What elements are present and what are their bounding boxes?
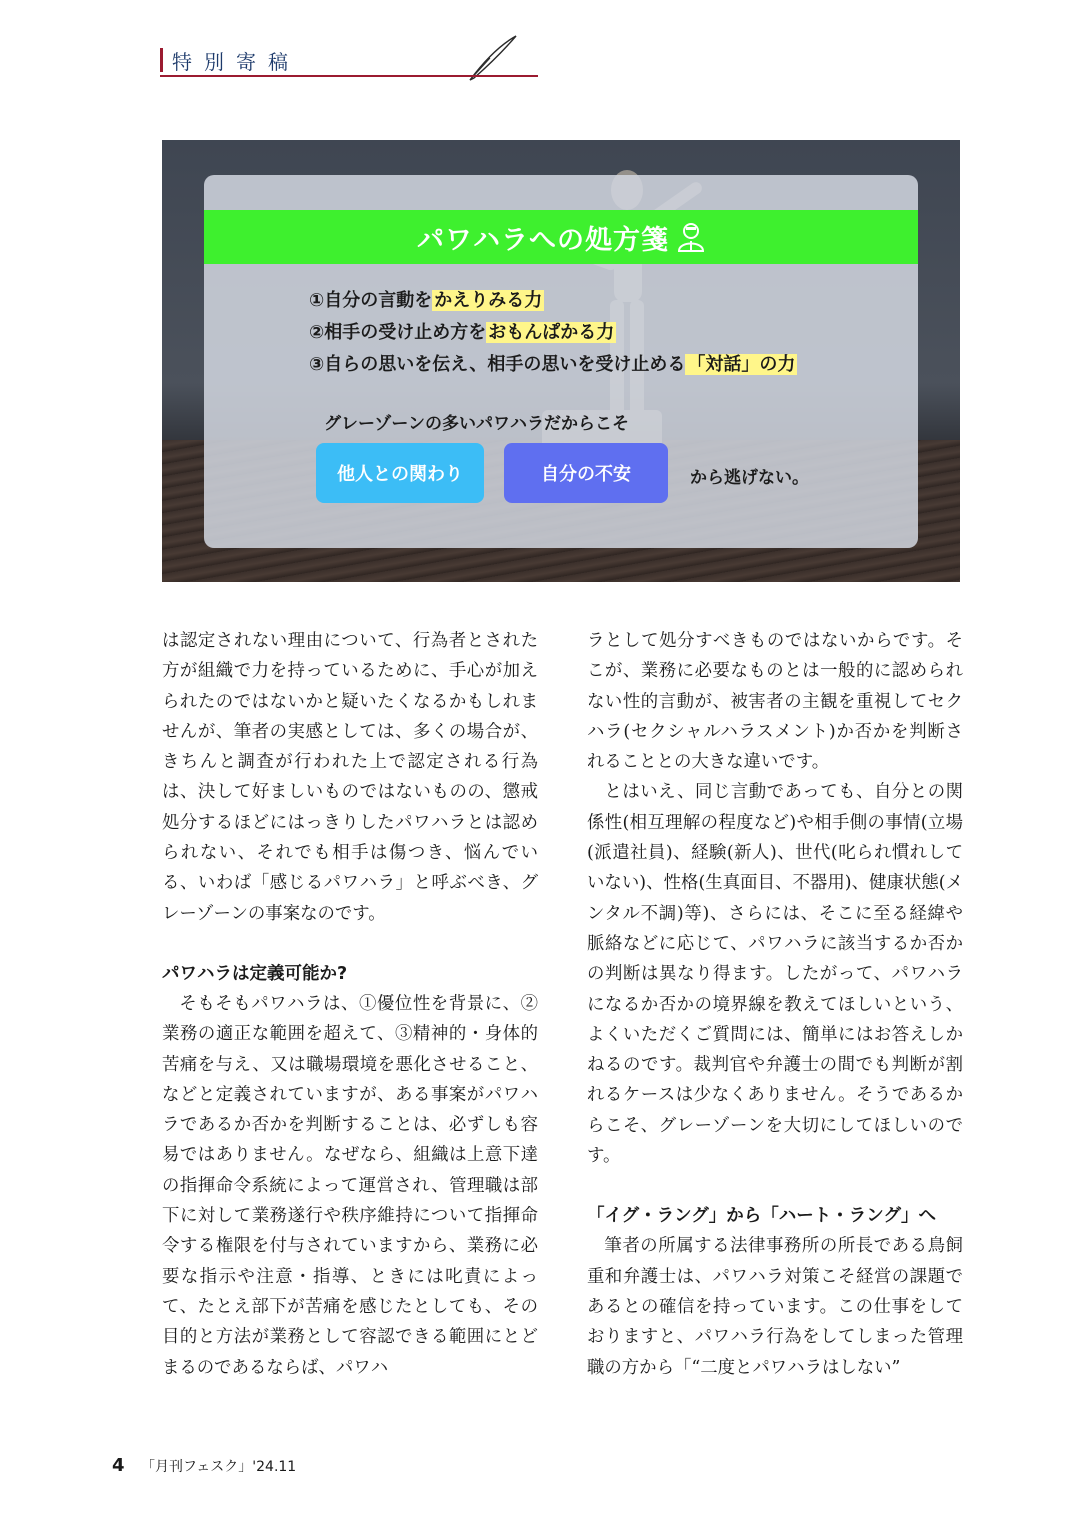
left-column [162,626,538,1383]
prescription-panel [204,175,918,548]
relations-box: 他人との関わり [316,443,484,503]
tail-text: から逃げない。 [690,468,809,488]
hero-image [162,140,960,582]
gray-zone-line: グレーゾーンの多いパワハラだからこそ [324,414,629,434]
section-heading: パワハラは定義可能か? [162,963,348,984]
section-header [160,44,538,78]
page-footer [112,1455,296,1476]
doctor-icon [677,222,705,252]
banner-title: パワハラへの処方箋 [417,224,669,256]
section-heading: 「イグ・ラング」から「ハート・ラング」へ [587,1206,936,1227]
anxiety-box: 自分の不安 [504,443,668,503]
list-item: ③自らの思いを伝え、相手の思いを受け止める 「対話」の力 [309,354,796,375]
right-column [587,626,963,1383]
paragraph: は認定されない理由について、行為者とされた方が組織で力を持っているために、手心が加えられたのではないかと疑いたくなるかもしれませんが、筆者の実感としては、多くの場合が、きちんと調査が行われた上で認定される行為は、決して好ましいものではないものの、懲戒処分するほどにはっきりしたパワハラとは認められない、それでも相手は傷つき、悩んでいる、いわば「感じるパワハラ」と呼ぶべき、グレーゾーンの事案なのです。 [162,631,538,924]
banner [204,210,918,264]
prescription-list [309,285,797,381]
section-title: 特別寄稿 [172,50,300,74]
page-number: 4 [112,1455,125,1476]
list-item: ②相手の受け止め方を おもんぱかる力 [309,322,615,343]
paragraph: ラとして処分すべきものではないからです。そこが、業務に必要なものとは一般的に認められない性的言動が、被害者の主観を重視してセクハラ(セクシャルハラスメント)か否かを判断されることとの大きな違いです。 [587,631,963,773]
paragraph: とはいえ、同じ言動であっても、自分との関係性(相互理解の程度など)や相手側の事情(立場(派遣社員)、経験(新人)、世代(叱られ慣れしていない)、性格(生真面目、不器用)、健康状態(メンタル不調)等)、さらには、そこに至る経緯や脈絡などに応じて、パワハラに該当するか否かの判断は異なり得ます。したがって、パワハラになるか否かの境界線を教えてほしいという、よくいただくご質問には、簡単にはお答えしかねるのです。裁判官や弁護士の間でも判断が割れるケースは少なくありません。そうであるからこそ、グレーゾーンを大切にしてほしいのです。 [587,782,963,1167]
paragraph: 筆者の所属する法律事務所の所長である鳥飼重和弁護士は、パワハラ対策こそ経営の課題であるとの確信を持っています。この仕事をしておりますと、パワハラ行為をしてしまった管理職の方から「“二度とパワハラはしない” [587,1236,963,1378]
paragraph: そもそもパワハラは、①優位性を背景に、②業務の適正な範囲を超えて、③精神的・身体的苦痛を与え、又は職場環境を悪化させること、などと定義されていますが、ある事案がパワハラであるか否かを判断することは、必ずしも容易ではありません。なぜなら、組織は上意下達の指揮命令系統によって運営され、管理職は部下に対して業務遂行や秩序維持について指揮命令する権限を付与されていますから、業務に必要な指示や注意・指導、ときには叱責によって、たとえ部下が苦痛を感じたとしても、その目的と方法が業務として容認できる範囲にとどまるのであるならば、パワハ [162,993,538,1378]
header-accent-bar [160,48,163,72]
publication-name: 「月刊フェスク」'24.11 [140,1459,297,1475]
header-rule [160,75,538,77]
list-item: ①自分の言動を かえりみる力 [309,290,543,311]
